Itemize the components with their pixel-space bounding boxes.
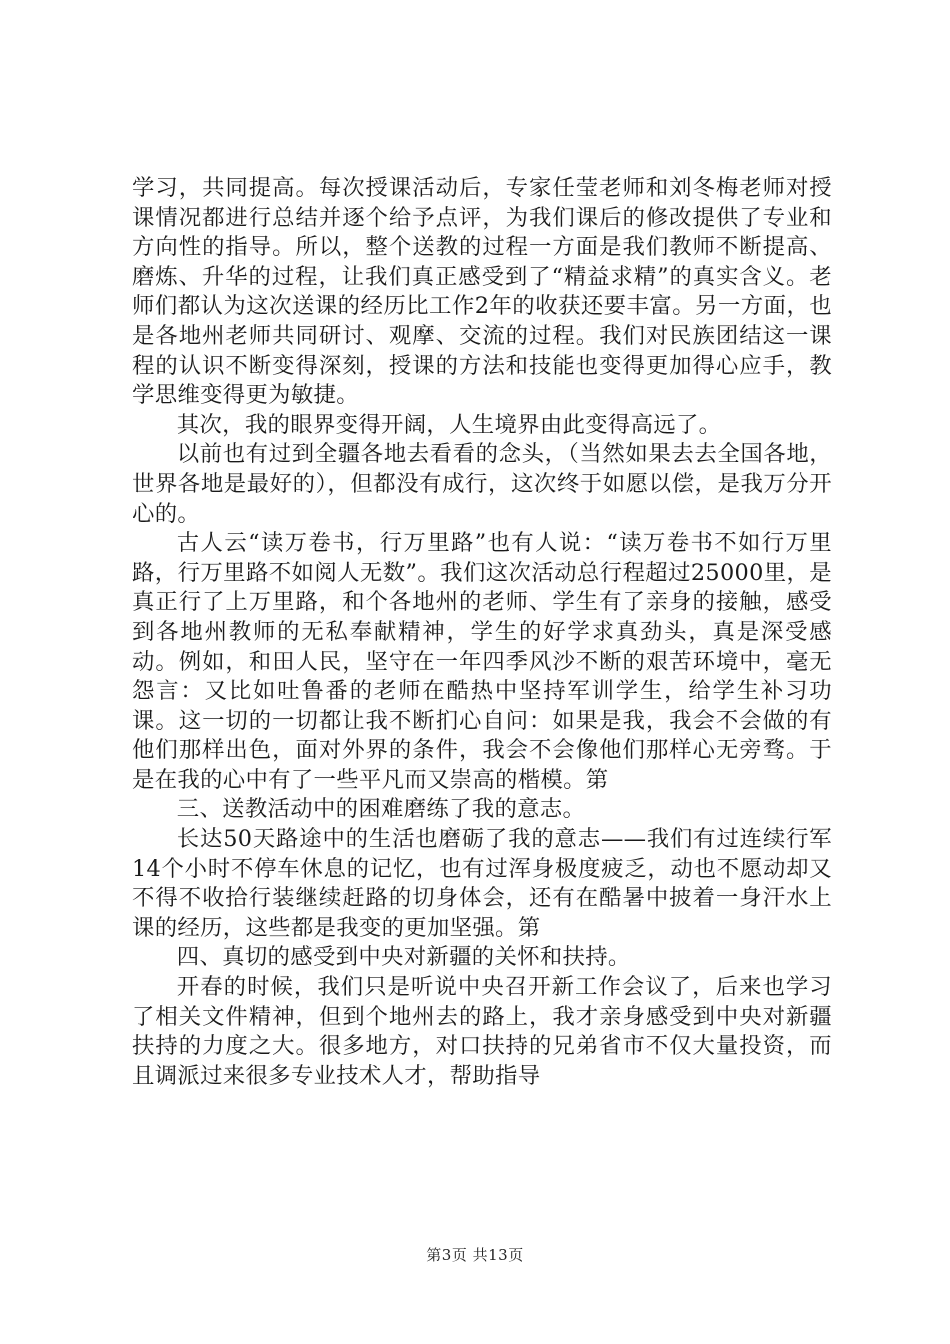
paragraph-2: 其次，我的眼界变得开阔，人生境界由此变得高远了。 — [176, 411, 722, 438]
paragraph-6: 开春的时候，我们只是听说中央召开新工作会议了，后来也学习了相关文件精神，但到个地州去的路上，我才亲身感受到中央对新疆扶持的力度之大。很多地方，对口扶持的兄弟省市不仅大量投资，而且调派过来很多专业技术人才，帮助指导 — [132, 974, 832, 1089]
page-number-label: 第3页 共13页 — [426, 1246, 524, 1264]
page-footer — [0, 1244, 950, 1265]
paragraph-1: 学习，共同提高。每次授课活动后，专家任莹老师和刘冬梅老师对授课情况都进行总结并逐个给予点评，为我们课后的修改提供了专业和方向性的指导。所以，整个送教的过程一方面是我们教师不断提高、磨炼、升华的过程，让我们真正感受到了“精益求精”的真实含义。老师们都认为这次送课的经历比工作2年的收获还要丰富。另一方面，也是各地州老师共同研讨、观摩、交流的过程。我们对民族团结这一课程的认识不断变得深刻，授课的方法和技能也变得更加得心应手，教学思维变得更为敏捷。 — [132, 175, 832, 409]
paragraph-3: 以前也有过到全疆各地去看看的念头，（当然如果去去全国各地，世界各地是最好的），但都没有成行，这次终于如愿以偿，是我万分开心的。 — [132, 441, 832, 527]
section-heading-3: 三、送教活动中的困难磨练了我的意志。 — [176, 796, 586, 823]
document-body — [132, 174, 832, 1091]
paragraph-5: 长达50天路途中的生活也磨砺了我的意志——我们有过连续行军14个小时不停车休息的记忆，也有过浑身极度疲乏，动也不愿动却又不得不收拾行装继续赶路的切身体会，还有在酷暑中披着一身汗水上课的经历，这些都是我变的更加坚强。第 — [132, 826, 832, 941]
paragraph-4: 古人云“读万卷书，行万里路”也有人说：“读万卷书不如行万里路，行万里路不如阅人无数”。我们这次活动总行程超过25000里，是真正行了上万里路，和个各地州的老师、学生有了亲身的接触，感受到各地州教师的无私奉献精神，学生的好学求真劲头，真是深受感动。例如，和田人民，坚守在一年四季风沙不断的艰苦环境中，毫无怨言：又比如吐鲁番的老师在酷热中坚持军训学生，给学生补习功课。这一切的一切都让我不断扪心自问：如果是我，我会不会做的有他们那样出色，面对外界的条件，我会不会像他们那样心无旁骛。于是在我的心中有了一些平凡而又崇高的楷模。第 — [132, 530, 832, 793]
section-heading-4: 四、真切的感受到中央对新疆的关怀和扶持。 — [176, 944, 631, 971]
